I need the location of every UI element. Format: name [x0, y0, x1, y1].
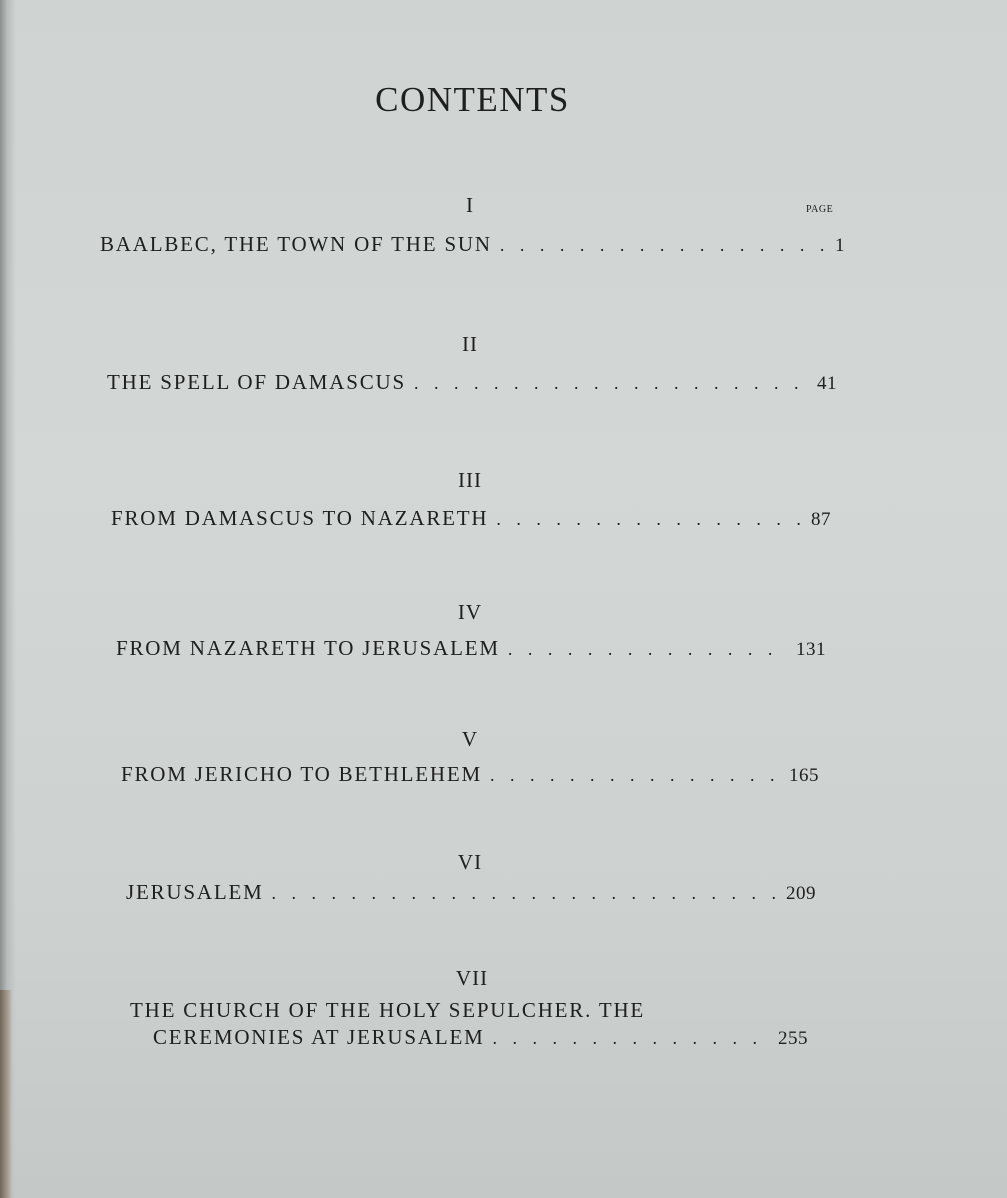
dot-leader	[496, 509, 803, 530]
page-number: 131	[796, 639, 826, 660]
page-number: 209	[786, 883, 816, 904]
chapter-numeral: IV	[457, 600, 483, 624]
chapter-title: THE SPELL OF DAMASCUS	[107, 370, 406, 394]
page-number: 255	[778, 1028, 808, 1049]
chapter-numeral: I	[466, 193, 474, 217]
page-title: CONTENTS	[375, 80, 570, 119]
chapter-title: FROM NAZARETH TO JERUSALEM	[116, 636, 500, 660]
dot-leader	[493, 1028, 770, 1049]
dot-leader	[490, 765, 781, 786]
dot-leader	[500, 235, 827, 256]
chapter-title-line1[interactable]: THE CHURCH OF THE HOLY SEPULCHER. THE	[130, 998, 646, 1022]
chapter-numeral: II	[462, 332, 478, 356]
dot-leader	[272, 883, 778, 904]
chapter-title: BAALBEC, THE TOWN OF THE SUN	[100, 232, 492, 256]
chapter-title-line2: CEREMONIES AT JERUSALEM	[153, 1025, 485, 1049]
page-column-label: PAGE	[806, 204, 834, 215]
chapter-title: FROM DAMASCUS TO NAZARETH	[111, 506, 489, 530]
toc-entry[interactable]	[121, 762, 819, 787]
chapter-numeral: VII	[455, 966, 489, 990]
chapter-title: FROM JERICHO TO BETHLEHEM	[121, 762, 482, 786]
page-number: 165	[789, 765, 819, 786]
toc-entry[interactable]	[111, 506, 831, 531]
page-edge-bottom	[0, 990, 12, 1198]
chapter-numeral: V	[461, 727, 479, 751]
dot-leader	[508, 639, 788, 660]
chapter-numeral: VI	[457, 850, 483, 874]
dot-leader	[414, 373, 809, 394]
page-number: 87	[811, 509, 831, 530]
chapter-title: JERUSALEM	[126, 880, 264, 904]
page-number: 1	[835, 235, 845, 256]
toc-entry[interactable]	[153, 1025, 808, 1050]
toc-entry[interactable]	[107, 370, 837, 395]
toc-entry[interactable]	[116, 636, 826, 661]
toc-entry[interactable]	[100, 232, 845, 257]
toc-entry[interactable]	[126, 880, 816, 905]
page-number: 41	[817, 373, 837, 394]
chapter-numeral: III	[458, 468, 482, 492]
